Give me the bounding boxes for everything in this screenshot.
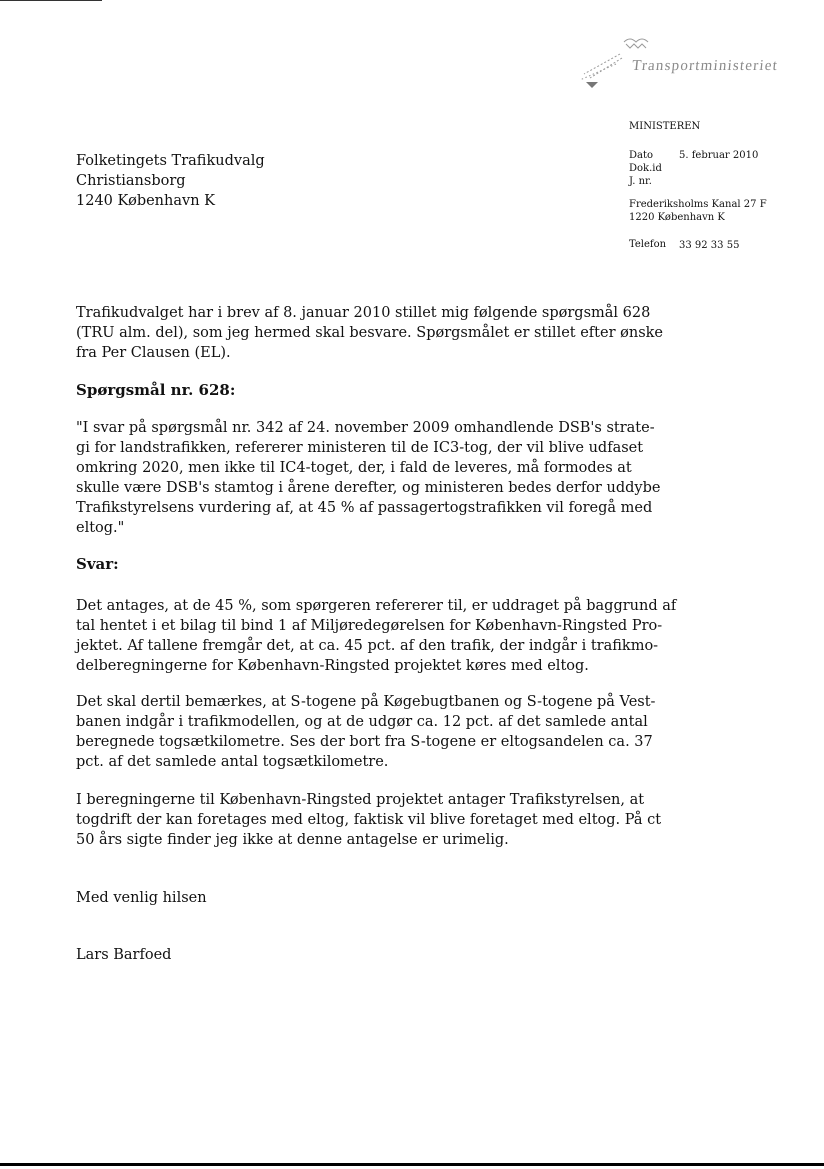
closing-text bbox=[76, 888, 606, 908]
department-label: MINISTEREN bbox=[629, 121, 701, 132]
text-line: Lars Barfoed bbox=[76, 947, 172, 963]
text-line: delberegningerne for København-Ringsted projektet køres med eltog. bbox=[76, 658, 589, 674]
date-value: 5. februar 2010 bbox=[679, 150, 759, 161]
text-line: omkring 2020, men ikke til IC4-toget, der, i fald de leveres, må formodes at bbox=[76, 460, 632, 476]
text-line: Med venlig hilsen bbox=[76, 890, 207, 906]
journal-number-label: J. nr. bbox=[629, 176, 652, 187]
phone-value: 33 92 33 55 bbox=[679, 240, 740, 251]
text-line: Trafikudvalget har i brev af 8. januar 2010 stillet mig følgende spørgsmål 628 bbox=[76, 305, 651, 321]
text-line: Det antages, at de 45 %, som spørgeren refererer til, er uddraget på baggrund af bbox=[76, 598, 677, 614]
date-label: Dato bbox=[629, 150, 654, 161]
answer-heading: Svar: bbox=[76, 555, 119, 573]
recipient-address bbox=[76, 151, 265, 211]
address-line-2: 1220 København K bbox=[629, 212, 725, 223]
text-line: "I svar på spørgsmål nr. 342 af 24. november 2009 omhandlende DSB's strate- bbox=[76, 420, 655, 436]
recipient-line: Christiansborg bbox=[76, 173, 186, 189]
answer-paragraph-2 bbox=[76, 692, 656, 772]
text-line: pct. af det samlede antal togsætkilometre. bbox=[76, 754, 389, 770]
question-heading: Spørgsmål nr. 628: bbox=[76, 381, 236, 399]
text-line: togdrift der kan foretages med eltog, faktisk vil blive foretaget med eltog. På ct bbox=[76, 812, 662, 828]
text-line: beregnede togsætkilometre. Ses der bort fra S-togene er eltogsandelen ca. 37 bbox=[76, 734, 653, 750]
recipient-line: Folketingets Trafikudvalg bbox=[76, 153, 265, 169]
text-line: gi for landstrafikken, refererer ministeren til de IC3-tog, der vil blive udfaset bbox=[76, 440, 644, 456]
text-line: (TRU alm. del), som jeg hermed skal besvare. Spørgsmålet er stillet efter ønske bbox=[76, 325, 664, 341]
text-line: tal hentet i et bilag til bind 1 af Miljøredegørelsen for København-Ringsted Pro- bbox=[76, 618, 663, 634]
text-line: Det skal dertil bemærkes, at S-togene på Køgebugtbanen og S-togene på Vest- bbox=[76, 694, 656, 710]
text-line: I beregningerne til København-Ringsted projektet antager Trafikstyrelsen, at bbox=[76, 792, 645, 808]
address-line-1: Frederiksholms Kanal 27 F bbox=[629, 199, 767, 210]
text-line: 50 års sigte finder jeg ikke at denne antagelse er urimelig. bbox=[76, 832, 509, 848]
logo-text: Transportministeriet bbox=[631, 58, 779, 74]
signature-name bbox=[76, 945, 606, 965]
question-paragraph bbox=[76, 418, 661, 538]
intro-paragraph bbox=[76, 303, 664, 363]
text-line: eltog." bbox=[76, 520, 125, 536]
answer-paragraph-1 bbox=[76, 596, 677, 676]
text-line: skulle være DSB's stamtog i årene derefter, og ministeren bedes derfor uddybe bbox=[76, 480, 661, 496]
recipient-line: 1240 København K bbox=[76, 193, 215, 209]
text-line: jektet. Af tallene fremgår det, at ca. 45 pct. af den trafik, der indgår i trafikmo- bbox=[76, 638, 659, 654]
text-line: Trafikstyrelsens vurdering af, at 45 % af passagertogstrafikken vil foregå med bbox=[76, 500, 653, 516]
doc-id-label: Dok.id bbox=[629, 163, 662, 174]
top-rule bbox=[0, 0, 102, 1]
text-line: banen indgår i trafikmodellen, og at de udgør ca. 12 pct. af det samlede antal bbox=[76, 714, 648, 730]
text-line: fra Per Clausen (EL). bbox=[76, 345, 231, 361]
answer-paragraph-3 bbox=[76, 790, 662, 850]
bottom-rule bbox=[0, 1163, 824, 1166]
phone-label: Telefon bbox=[629, 239, 667, 250]
